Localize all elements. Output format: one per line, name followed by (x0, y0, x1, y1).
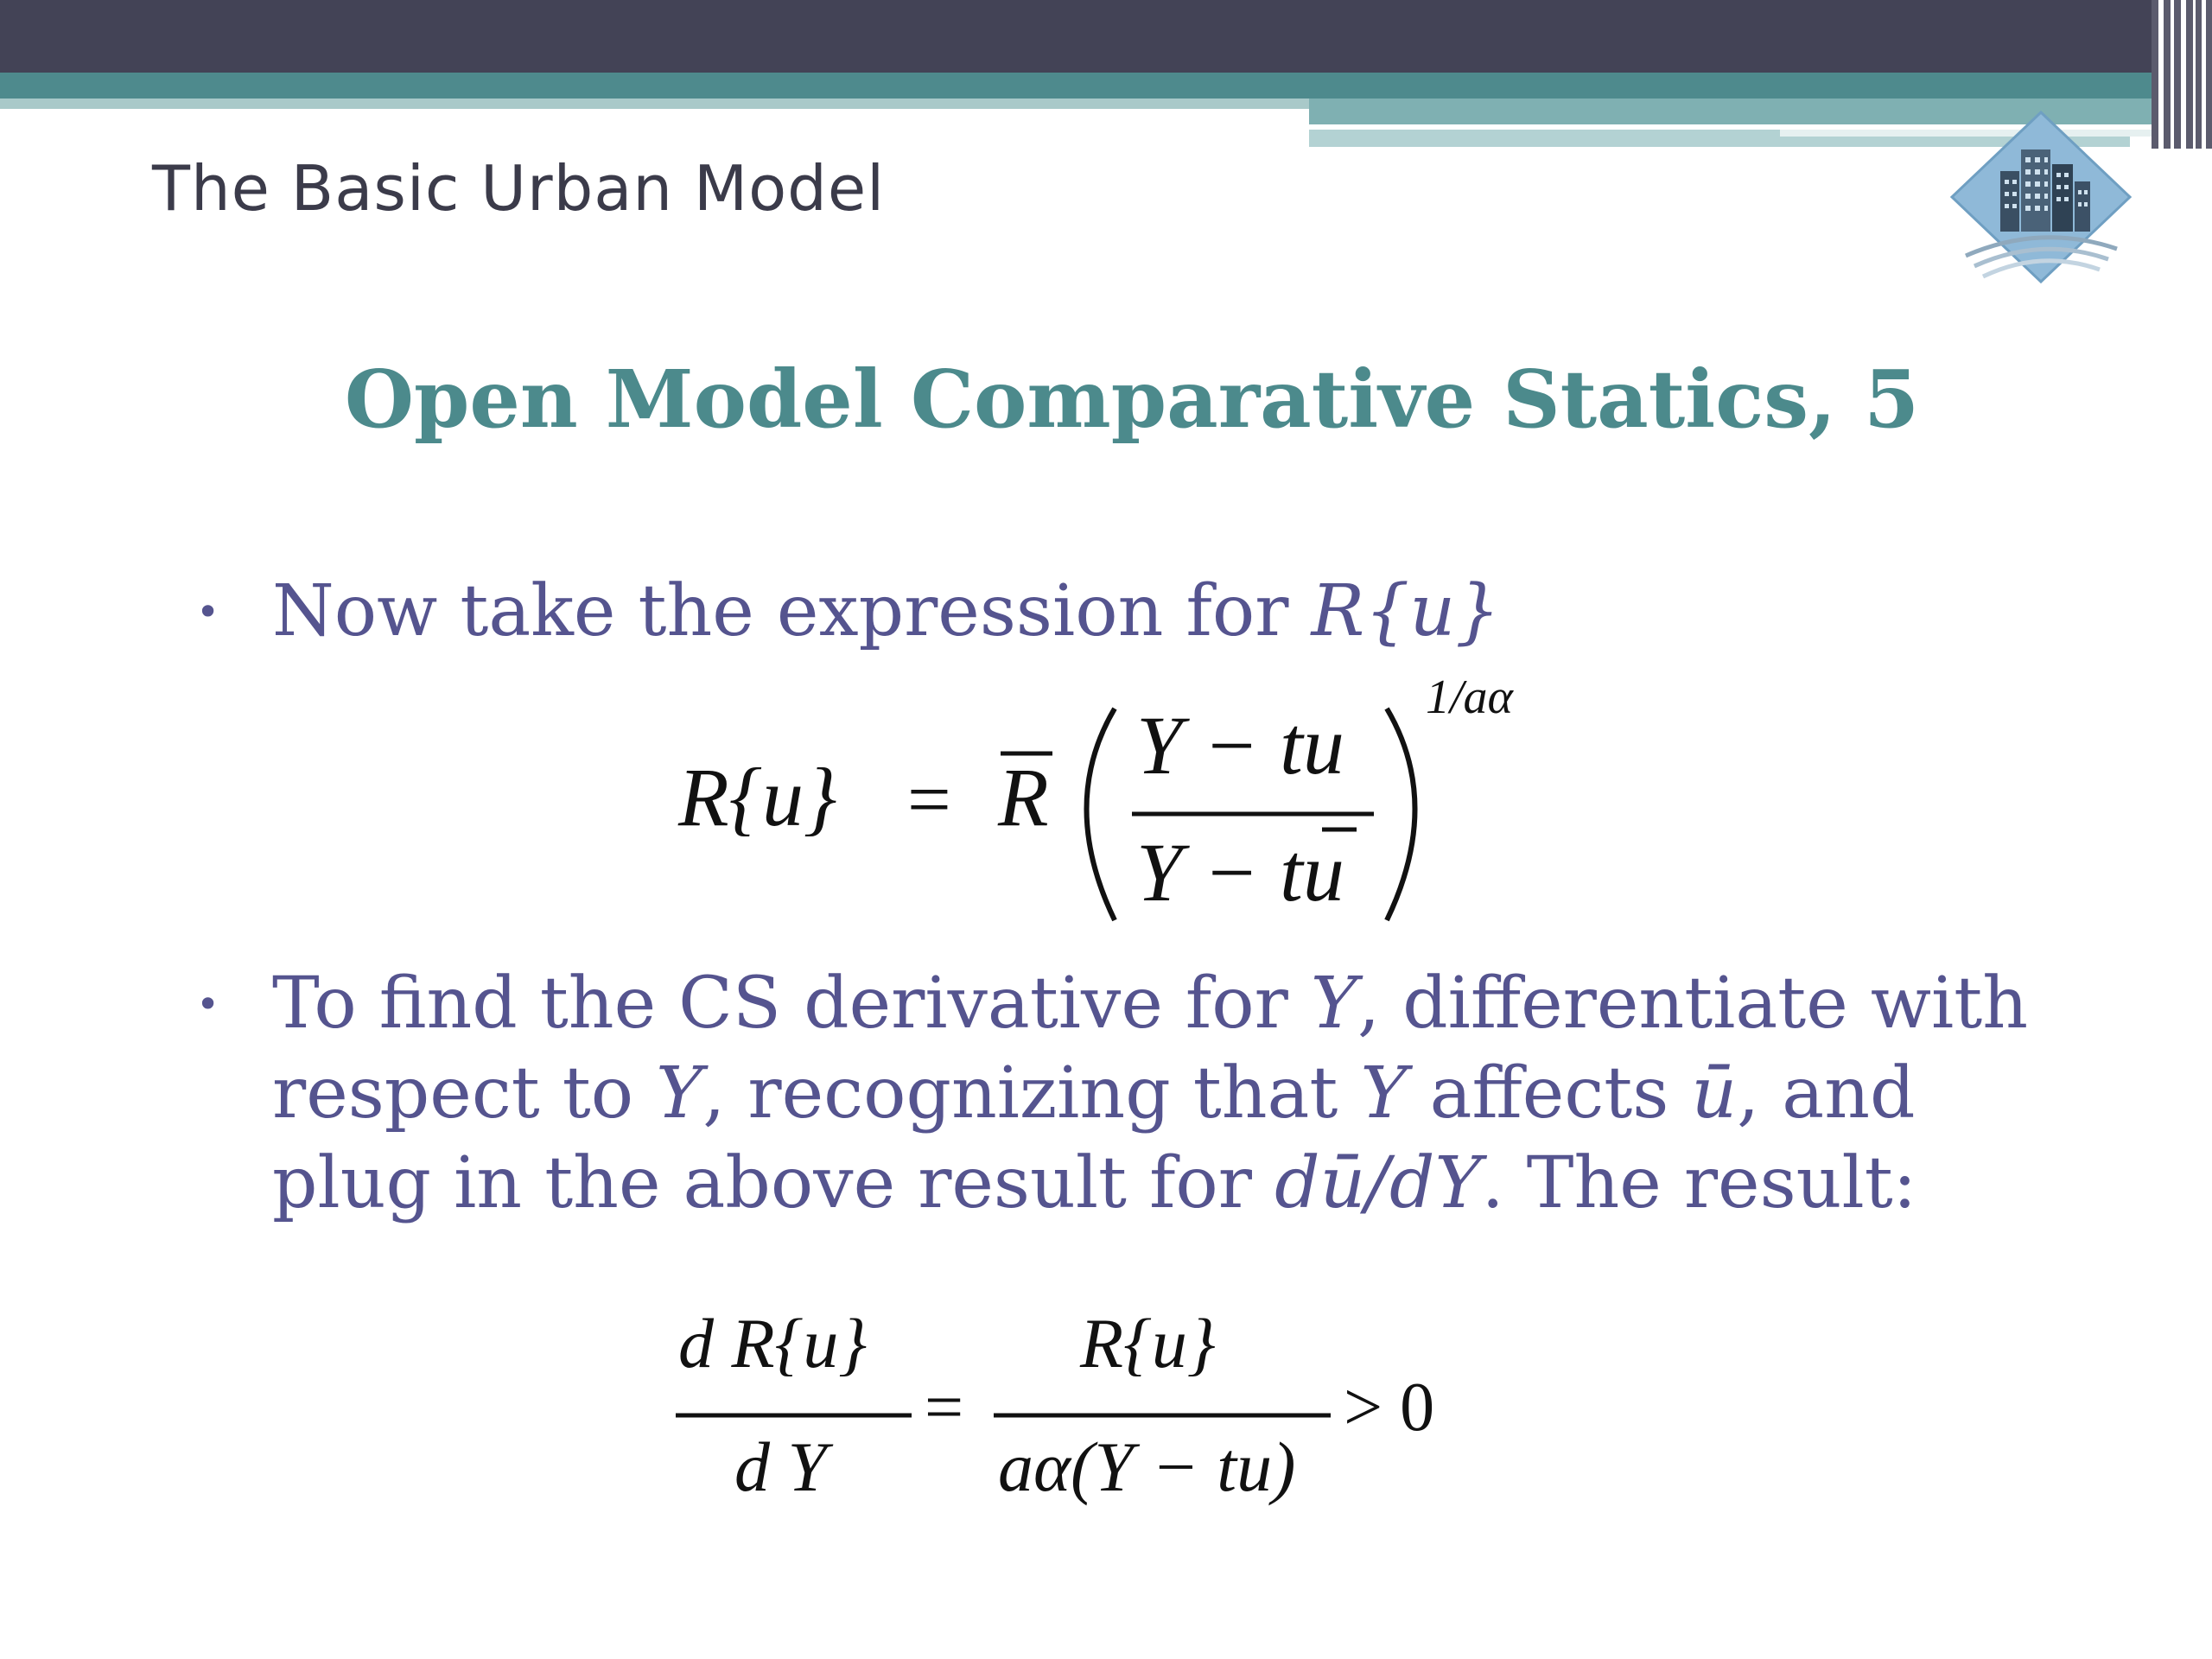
eq2-inequality: > 0 (1344, 1370, 1435, 1446)
bullet-2-p6: . The result: (1481, 1142, 1917, 1224)
eq2-rhs-denominator: aα(Y − tu) (998, 1427, 1296, 1506)
bullet-dot: • (196, 981, 220, 1027)
equation-derivative (665, 1287, 1460, 1547)
slide-title: Open Model Comparative Statics, 5 (344, 353, 1920, 446)
bullet-1-math: R{u} (1311, 570, 1501, 652)
header-title: The Basic Urban Model (152, 152, 886, 225)
top-teal-bar (0, 73, 2152, 99)
bullet-2-p3: , recognizing that (702, 1052, 1361, 1135)
bullet-1 (196, 567, 2000, 657)
buildings-logo-icon (1948, 111, 2134, 288)
top-dark-bar (0, 0, 2212, 73)
bullet-2-p2: , differentiate with respect to (272, 963, 2029, 1135)
bullet-2-v4: ū (1691, 1052, 1738, 1135)
bullet-2 (196, 959, 2087, 1229)
eq2-lhs-denominator: d Y (734, 1427, 828, 1506)
eq2-equals: = (925, 1370, 964, 1446)
eq1-equals: = (907, 757, 951, 842)
top-light-bar-left (0, 99, 1309, 109)
edge-stripes (2152, 0, 2212, 149)
eq1-lhs: R{u} (678, 751, 837, 843)
bullet-2-p5: , and plug in the above result for (272, 1052, 1916, 1224)
eq2-lhs-numerator: d R{u} (678, 1304, 868, 1382)
bullet-2-v3: Y (1360, 1052, 1408, 1135)
eq1-denominator: Y − tu (1136, 826, 1344, 918)
eq1-left-paren (1087, 709, 1116, 920)
eq1-numerator: Y − tu (1136, 699, 1344, 791)
eq2-rhs-numerator: R{u} (1080, 1304, 1216, 1382)
bullet-2-v1: Y (1310, 963, 1358, 1045)
eq1-right-paren (1387, 709, 1415, 920)
bullet-2-p1: To find the CS derivative for (272, 963, 1311, 1045)
eq1-rbar: R (998, 751, 1049, 843)
bullet-1-text: Now take the expression for (272, 570, 1312, 652)
eq1-exponent: 1/aα (1426, 674, 1513, 724)
bullet-dot: • (196, 588, 220, 635)
bullet-2-p4: affects (1407, 1052, 1692, 1135)
bullet-2-v5: dū/dY (1274, 1142, 1482, 1224)
bullet-2-v2: Y (656, 1052, 703, 1135)
equation-rent-function (665, 674, 1573, 933)
